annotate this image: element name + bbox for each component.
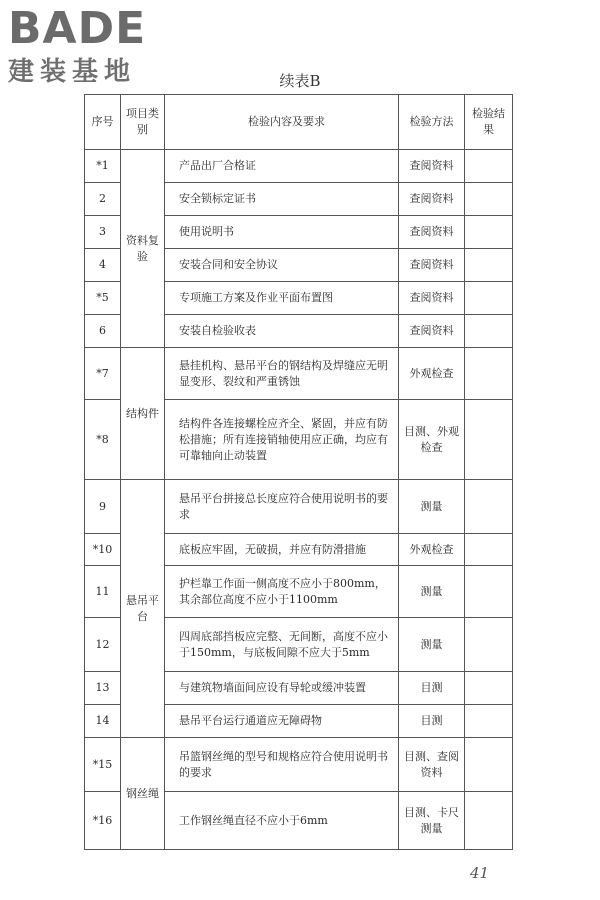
row-content: 安全锁标定证书 [165, 183, 399, 216]
row-result [465, 400, 513, 480]
row-content: 与建筑物墙面间应设有导轮或缓冲装置 [165, 672, 399, 705]
header-num: 序号 [85, 95, 121, 150]
row-number: 4 [85, 249, 121, 282]
row-number: 12 [85, 618, 121, 672]
row-content: 产品出厂合格证 [165, 150, 399, 183]
row-number: 14 [85, 705, 121, 738]
category-cell: 钢丝绳 [121, 738, 165, 850]
row-content: 悬吊平台拼接总长度应符合使用说明书的要求 [165, 480, 399, 534]
row-method: 目测、查阅资料 [399, 738, 465, 792]
row-content: 专项施工方案及作业平面布置图 [165, 282, 399, 315]
row-number: *1 [85, 150, 121, 183]
row-number: 3 [85, 216, 121, 249]
row-method: 目测 [399, 672, 465, 705]
row-method: 查阅资料 [399, 249, 465, 282]
table-row [85, 480, 513, 534]
row-number: 2 [85, 183, 121, 216]
row-method: 查阅资料 [399, 282, 465, 315]
row-number: *5 [85, 282, 121, 315]
row-result [465, 315, 513, 348]
row-method: 查阅资料 [399, 183, 465, 216]
table-row [85, 150, 513, 183]
row-result [465, 566, 513, 618]
row-content: 工作钢丝绳直径不应小于6mm [165, 792, 399, 850]
row-content: 使用说明书 [165, 216, 399, 249]
row-method: 目测、卡尺测量 [399, 792, 465, 850]
row-method: 测量 [399, 566, 465, 618]
row-content: 吊篮钢丝绳的型号和规格应符合使用说明书的要求 [165, 738, 399, 792]
row-content: 底板应牢固，无破损，并应有防滑措施 [165, 534, 399, 566]
row-result [465, 792, 513, 850]
row-method: 查阅资料 [399, 150, 465, 183]
row-method: 查阅资料 [399, 315, 465, 348]
row-number: *15 [85, 738, 121, 792]
header-category: 项目类别 [121, 95, 165, 150]
header-content: 检验内容及要求 [165, 95, 399, 150]
row-result [465, 216, 513, 249]
row-method: 目测、外观检查 [399, 400, 465, 480]
row-result [465, 480, 513, 534]
category-cell: 资料复验 [121, 150, 165, 348]
row-result [465, 534, 513, 566]
row-result [465, 282, 513, 315]
row-number: 11 [85, 566, 121, 618]
row-result [465, 183, 513, 216]
table-caption: 续表B [279, 72, 321, 90]
row-number: 6 [85, 315, 121, 348]
category-cell: 悬吊平台 [121, 480, 165, 738]
row-method: 测量 [399, 618, 465, 672]
table-row [85, 738, 513, 792]
row-method: 测量 [399, 480, 465, 534]
row-method: 外观检查 [399, 348, 465, 400]
row-content: 结构件各连接螺栓应齐全、紧固，并应有防松措施；所有连接销轴使用应正确，均应有可靠轴向止动装置 [165, 400, 399, 480]
row-content: 四周底部挡板应完整、无间断，高度不应小于150mm，与底板间隙不应大于5mm [165, 618, 399, 672]
header-row [85, 95, 513, 150]
header-method: 检验方法 [399, 95, 465, 150]
logo-subtitle: 建装基地 [8, 57, 137, 87]
row-content: 悬挂机构、悬吊平台的钢结构及焊缝应无明显变形、裂纹和严重锈蚀 [165, 348, 399, 400]
logo-brand: BADE [8, 3, 147, 54]
row-number: 13 [85, 672, 121, 705]
row-method: 目测 [399, 705, 465, 738]
row-number: *10 [85, 534, 121, 566]
row-number: *16 [85, 792, 121, 850]
row-result [465, 672, 513, 705]
row-number: *7 [85, 348, 121, 400]
header-result: 检验结果 [465, 95, 513, 150]
row-content: 安装合同和安全协议 [165, 249, 399, 282]
row-result [465, 738, 513, 792]
row-content: 安装自检验收表 [165, 315, 399, 348]
row-number: 9 [85, 480, 121, 534]
row-number: *8 [85, 400, 121, 480]
category-cell: 结构件 [121, 348, 165, 480]
row-result [465, 348, 513, 400]
row-method: 查阅资料 [399, 216, 465, 249]
row-content: 悬吊平台运行通道应无障碍物 [165, 705, 399, 738]
row-result [465, 150, 513, 183]
page-number: 41 [470, 864, 490, 882]
row-result [465, 618, 513, 672]
row-content: 护栏靠工作面一侧高度不应小于800mm，其余部位高度不应小于1100mm [165, 566, 399, 618]
table-row [85, 348, 513, 400]
inspection-table [84, 94, 513, 850]
row-result [465, 249, 513, 282]
row-method: 外观检查 [399, 534, 465, 566]
row-result [465, 705, 513, 738]
